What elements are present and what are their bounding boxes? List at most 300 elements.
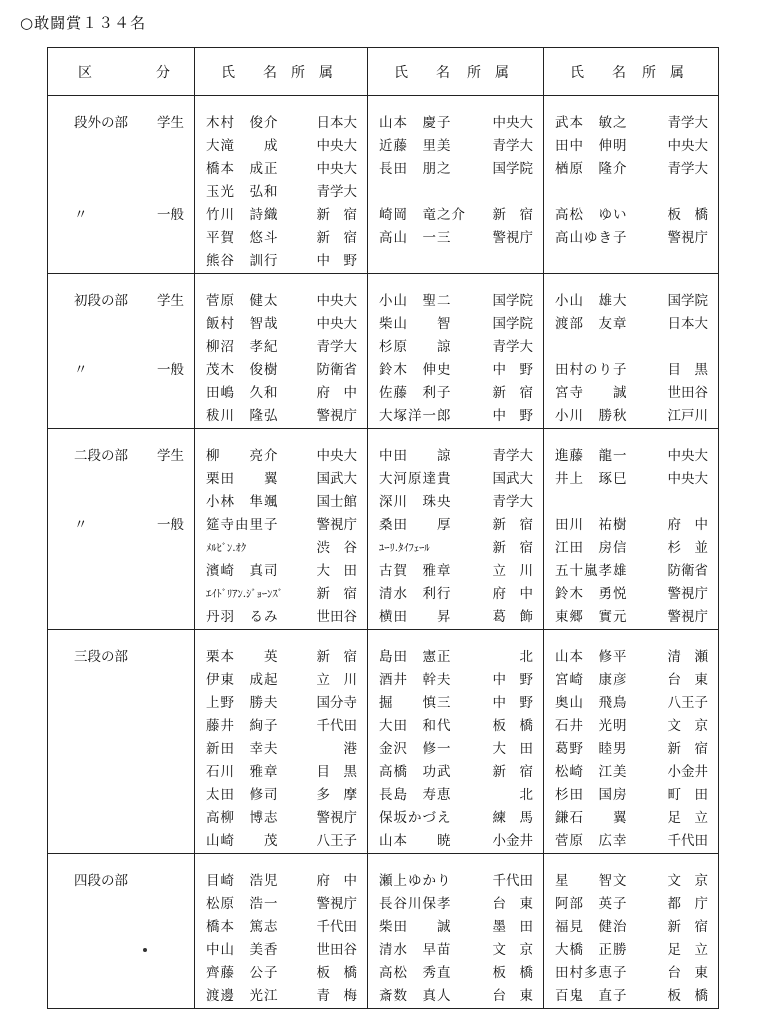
category-line — [48, 250, 194, 273]
entry — [368, 468, 543, 491]
affiliation: 中央大 — [316, 448, 357, 464]
category-subtype: 一般 — [157, 207, 184, 223]
affiliation: 台 東 — [667, 672, 708, 688]
category-line — [48, 761, 194, 784]
entry — [368, 313, 543, 336]
person-name: 葛野 睦男 — [555, 741, 628, 757]
entry — [544, 807, 718, 830]
entry — [544, 560, 718, 583]
section-row — [48, 630, 719, 854]
entry — [195, 985, 367, 1008]
affiliation: 小金井 — [492, 833, 533, 849]
affiliation: 警視庁 — [667, 230, 708, 246]
entry — [195, 112, 367, 135]
person-name: 奥山 飛鳥 — [555, 695, 628, 711]
person-name: 進藤 龍一 — [555, 448, 628, 464]
affiliation: 新 宿 — [492, 385, 533, 401]
entry — [368, 870, 543, 893]
section-row — [48, 274, 719, 429]
person-name: 清水 利行 — [379, 586, 452, 602]
affiliation: 日本大 — [667, 316, 708, 332]
category-label: 初段の部 — [74, 293, 128, 309]
person-name: 横田 昇 — [379, 609, 452, 625]
header-category — [48, 48, 195, 96]
person-name: 平賀 悠斗 — [206, 230, 279, 246]
entry — [195, 382, 367, 405]
affiliation: 千代田 — [667, 833, 708, 849]
category-label: 四段の部 — [74, 873, 128, 889]
person-name: 杉原 諒 — [379, 339, 452, 355]
category-line — [48, 405, 194, 428]
entry — [544, 158, 718, 181]
category-line — [48, 985, 194, 1008]
entry — [368, 893, 543, 916]
person-name: 高山 一三 — [379, 230, 452, 246]
affiliation: 府 中 — [316, 385, 357, 401]
person-name: 鎌石 翼 — [555, 810, 628, 826]
affiliation: 新 宿 — [492, 517, 533, 533]
person-name: 目崎 浩児 — [206, 873, 279, 889]
person-name: 大田 和代 — [379, 718, 452, 734]
person-name: 菅原 健太 — [206, 293, 279, 309]
category-line — [48, 962, 194, 985]
category-subtype: 学生 — [157, 293, 184, 309]
award-table-body — [48, 48, 719, 1009]
affiliation: 日本大 — [316, 115, 357, 131]
category-cell — [48, 274, 195, 429]
section-row — [48, 854, 719, 1009]
entry — [368, 962, 543, 985]
affiliation: 警視庁 — [316, 810, 357, 826]
affiliation: 板 橋 — [492, 718, 533, 734]
person-name: 長田 朋之 — [379, 161, 452, 177]
entry — [368, 715, 543, 738]
affiliation: 港 — [343, 741, 357, 757]
category-label: 段外の部 — [74, 115, 128, 131]
category-line — [48, 537, 194, 560]
header-affiliation: 所 属 — [467, 64, 509, 81]
entry — [368, 359, 543, 382]
person-name: 江田 房信 — [555, 540, 628, 556]
affiliation: 中央大 — [316, 293, 357, 309]
entry — [368, 692, 543, 715]
category-label: 二段の部 — [74, 448, 128, 464]
entry — [368, 738, 543, 761]
entry — [195, 692, 367, 715]
affiliation: 中央大 — [667, 138, 708, 154]
affiliation: 都 庁 — [667, 896, 708, 912]
header-affiliation: 所 属 — [642, 64, 684, 81]
entry — [368, 112, 543, 135]
person-name: ｴｲﾄﾞﾘｱﾝ.ｼﾞｮｰﾝｽﾞ — [206, 588, 283, 600]
entry — [368, 514, 543, 537]
person-name: 宮寺 誠 — [555, 385, 628, 401]
category-label: 〃 — [74, 517, 88, 533]
entry — [195, 870, 367, 893]
entry — [544, 468, 718, 491]
entry — [195, 359, 367, 382]
person-name: 清水 早苗 — [379, 942, 452, 958]
affiliation: 世田谷 — [316, 942, 357, 958]
person-name: 茂木 俊樹 — [206, 362, 279, 378]
category-line — [48, 583, 194, 606]
person-name: 筵寺由里子 — [206, 517, 279, 533]
category-line — [48, 738, 194, 761]
category-line — [48, 181, 194, 204]
person-name: 石川 雅章 — [206, 764, 279, 780]
person-name: 濱崎 真司 — [206, 563, 279, 579]
person-name: 武本 敏之 — [555, 115, 628, 131]
person-name: 熊谷 訓行 — [206, 253, 279, 269]
entry — [544, 204, 718, 227]
person-name: 高柳 博志 — [206, 810, 279, 826]
affiliation: 国学院 — [492, 316, 533, 332]
affiliation: 防衛省 — [667, 563, 708, 579]
affiliation: 警視庁 — [316, 408, 357, 424]
entry — [544, 916, 718, 939]
category-line — [48, 807, 194, 830]
entry — [544, 181, 718, 204]
entry — [195, 830, 367, 853]
affiliation: 中 野 — [316, 253, 357, 269]
stray-mark — [143, 948, 147, 952]
person-name: 大橋 正勝 — [555, 942, 628, 958]
category-line — [48, 382, 194, 405]
affiliation: 渋 谷 — [316, 540, 357, 556]
category-line — [48, 692, 194, 715]
category-line — [48, 445, 194, 468]
affiliation: 警視庁 — [667, 609, 708, 625]
header-affiliation: 所 属 — [291, 64, 333, 81]
entry — [544, 715, 718, 738]
affiliation: 杉 並 — [667, 540, 708, 556]
entry — [195, 313, 367, 336]
person-name: 太田 修司 — [206, 787, 279, 803]
name-column-cell — [195, 630, 368, 854]
person-name: 山本 暁 — [379, 833, 452, 849]
category-subtype: 一般 — [157, 362, 184, 378]
affiliation: 足 立 — [667, 942, 708, 958]
affiliation: 中央大 — [316, 161, 357, 177]
entry — [544, 985, 718, 1008]
category-line — [48, 313, 194, 336]
affiliation: 国学院 — [492, 161, 533, 177]
affiliation: 中 野 — [492, 408, 533, 424]
person-name: 菅原 広幸 — [555, 833, 628, 849]
entry — [368, 290, 543, 313]
entry — [368, 204, 543, 227]
person-name: 田中 伸明 — [555, 138, 628, 154]
entry — [195, 491, 367, 514]
person-name: 阿部 英子 — [555, 896, 628, 912]
affiliation: 府 中 — [316, 873, 357, 889]
person-name: 高橋 功武 — [379, 764, 452, 780]
affiliation: 中 野 — [492, 672, 533, 688]
header-col-3 — [544, 48, 719, 96]
person-name: 松原 浩一 — [206, 896, 279, 912]
entry — [368, 784, 543, 807]
affiliation: 警視庁 — [492, 230, 533, 246]
person-name: 田村多恵子 — [555, 965, 628, 981]
entry — [368, 761, 543, 784]
entry — [195, 784, 367, 807]
affiliation: 国武大 — [492, 471, 533, 487]
person-name: 田嶋 久和 — [206, 385, 279, 401]
affiliation: 板 橋 — [492, 965, 533, 981]
affiliation: 世田谷 — [667, 385, 708, 401]
entry — [544, 830, 718, 853]
affiliation: 新 宿 — [492, 207, 533, 223]
person-name: 井上 琢巳 — [555, 471, 628, 487]
person-name: 渡邊 光江 — [206, 988, 279, 1004]
category-line — [48, 646, 194, 669]
category-line — [48, 491, 194, 514]
affiliation: 中 野 — [492, 362, 533, 378]
category-line — [48, 468, 194, 491]
name-column-cell — [368, 854, 544, 1009]
entry — [368, 445, 543, 468]
person-name: 古賀 雅章 — [379, 563, 452, 579]
entry — [544, 939, 718, 962]
entry — [368, 336, 543, 359]
entry — [195, 204, 367, 227]
person-name: 橋本 篤志 — [206, 919, 279, 935]
affiliation: 中 野 — [492, 695, 533, 711]
person-name: 小川 勝秋 — [555, 408, 628, 424]
entry — [195, 669, 367, 692]
entry — [195, 227, 367, 250]
entry — [195, 583, 367, 606]
person-name: 掘 慎三 — [379, 695, 452, 711]
entry — [195, 135, 367, 158]
person-name: 桑田 厚 — [379, 517, 452, 533]
header-col-1 — [195, 48, 368, 96]
affiliation: 新 宿 — [667, 741, 708, 757]
affiliation: 立 川 — [316, 672, 357, 688]
affiliation: 目 黒 — [316, 764, 357, 780]
person-name: 栗本 英 — [206, 649, 279, 665]
entry — [544, 537, 718, 560]
affiliation: 新 宿 — [492, 764, 533, 780]
category-line — [48, 135, 194, 158]
person-name: 松崎 江美 — [555, 764, 628, 780]
person-name: 上野 勝夫 — [206, 695, 279, 711]
person-name: 藤井 絢子 — [206, 718, 279, 734]
affiliation: 新 宿 — [316, 207, 357, 223]
entry — [195, 715, 367, 738]
page-title: ○敢闘賞１３４名 — [20, 14, 147, 32]
person-name: 玉光 弘和 — [206, 184, 279, 200]
person-name: 佐藤 利子 — [379, 385, 452, 401]
category-line — [48, 939, 194, 962]
entry — [368, 916, 543, 939]
entry — [368, 939, 543, 962]
person-name: 齊藤 公子 — [206, 965, 279, 981]
header-row — [48, 48, 719, 96]
affiliation: 葛 飾 — [492, 609, 533, 625]
entry — [368, 985, 543, 1008]
person-name: 酒井 幹夫 — [379, 672, 452, 688]
category-line — [48, 893, 194, 916]
affiliation: 目 黒 — [667, 362, 708, 378]
entry — [544, 646, 718, 669]
person-name: 崎岡 竜之介 — [379, 207, 466, 223]
category-line — [48, 870, 194, 893]
affiliation: 新 宿 — [316, 230, 357, 246]
entry — [544, 227, 718, 250]
affiliation: 中央大 — [667, 471, 708, 487]
person-name: 柴山 智 — [379, 316, 452, 332]
category-line — [48, 514, 194, 537]
person-name: 金沢 修一 — [379, 741, 452, 757]
category-line — [48, 158, 194, 181]
category-cell — [48, 429, 195, 630]
entry — [195, 939, 367, 962]
person-name: 長島 寿恵 — [379, 787, 452, 803]
category-label: 〃 — [74, 207, 88, 223]
person-name: 大塚洋一郎 — [379, 408, 452, 424]
entry — [195, 537, 367, 560]
name-column-cell — [368, 96, 544, 274]
affiliation: 江戸川 — [667, 408, 708, 424]
person-name: 栗田 翼 — [206, 471, 279, 487]
entry — [544, 784, 718, 807]
entry — [195, 807, 367, 830]
entry — [368, 491, 543, 514]
category-line — [48, 830, 194, 853]
category-line — [48, 336, 194, 359]
entry — [195, 560, 367, 583]
person-name: 宮崎 康彦 — [555, 672, 628, 688]
header-category-right: 分 — [156, 64, 170, 81]
affiliation: 町 田 — [667, 787, 708, 803]
category-line — [48, 669, 194, 692]
person-name: 丹羽 るみ — [206, 609, 279, 625]
entry — [368, 646, 543, 669]
person-name: 伊東 成起 — [206, 672, 279, 688]
name-column-cell — [544, 854, 719, 1009]
person-name: 柳沼 孝紀 — [206, 339, 279, 355]
person-name: 中田 諒 — [379, 448, 452, 464]
affiliation: 文 京 — [667, 873, 708, 889]
person-name: 島田 憲正 — [379, 649, 452, 665]
entry — [544, 405, 718, 428]
category-subtype: 学生 — [157, 448, 184, 464]
affiliation: 文 京 — [492, 942, 533, 958]
entry — [195, 250, 367, 273]
affiliation: 文 京 — [667, 718, 708, 734]
name-column-cell — [544, 274, 719, 429]
header-col-2 — [368, 48, 544, 96]
person-name: 瀬上ゆかり — [379, 873, 452, 889]
category-line — [48, 560, 194, 583]
person-name: 深川 珠央 — [379, 494, 452, 510]
entry — [195, 738, 367, 761]
entry — [368, 560, 543, 583]
entry — [195, 290, 367, 313]
affiliation: 台 東 — [667, 965, 708, 981]
affiliation: 青学大 — [492, 494, 533, 510]
affiliation: 新 宿 — [316, 586, 357, 602]
entry — [544, 382, 718, 405]
affiliation: 青学大 — [492, 448, 533, 464]
category-line — [48, 916, 194, 939]
entry — [544, 669, 718, 692]
person-name: 山本 修平 — [555, 649, 628, 665]
section-row — [48, 96, 719, 274]
category-line — [48, 112, 194, 135]
affiliation: 中央大 — [667, 448, 708, 464]
affiliation: 小金井 — [667, 764, 708, 780]
entry — [544, 514, 718, 537]
category-line — [48, 359, 194, 382]
affiliation: 板 橋 — [316, 965, 357, 981]
entry — [195, 514, 367, 537]
affiliation: 国学院 — [492, 293, 533, 309]
person-name: 飯村 智哉 — [206, 316, 279, 332]
affiliation: 墨 田 — [492, 919, 533, 935]
person-name: 柳 亮介 — [206, 448, 279, 464]
person-name: 木村 俊介 — [206, 115, 279, 131]
affiliation: 府 中 — [492, 586, 533, 602]
person-name: 百鬼 直子 — [555, 988, 628, 1004]
entry — [195, 445, 367, 468]
entry — [544, 870, 718, 893]
person-name: 秡川 隆弘 — [206, 408, 279, 424]
entry — [544, 445, 718, 468]
affiliation: 大 田 — [492, 741, 533, 757]
category-line — [48, 290, 194, 313]
affiliation: 警視庁 — [316, 896, 357, 912]
affiliation: 警視庁 — [667, 586, 708, 602]
affiliation: 大 田 — [316, 563, 357, 579]
person-name: 鈴木 伸史 — [379, 362, 452, 378]
affiliation: 青学大 — [492, 138, 533, 154]
affiliation: 練 馬 — [492, 810, 533, 826]
entry — [544, 761, 718, 784]
affiliation: 青学大 — [667, 161, 708, 177]
affiliation: 青学大 — [316, 184, 357, 200]
person-name: 山本 慶子 — [379, 115, 452, 131]
entry — [368, 250, 543, 273]
header-category-left: 区 — [78, 64, 92, 81]
name-column-cell — [544, 96, 719, 274]
header-name: 氏 名 — [394, 64, 450, 81]
entry — [544, 313, 718, 336]
person-name: 五十嵐孝雄 — [555, 563, 628, 579]
name-column-cell — [195, 429, 368, 630]
affiliation: 八王子 — [316, 833, 357, 849]
entry — [368, 405, 543, 428]
entry — [368, 669, 543, 692]
affiliation: 板 橋 — [667, 207, 708, 223]
entry — [195, 336, 367, 359]
affiliation: 青 梅 — [316, 988, 357, 1004]
entry — [368, 158, 543, 181]
name-column-cell — [368, 274, 544, 429]
category-cell — [48, 96, 195, 274]
person-name: 近藤 里美 — [379, 138, 452, 154]
category-line — [48, 606, 194, 629]
person-name: 新田 幸夫 — [206, 741, 279, 757]
person-name: 小山 雄大 — [555, 293, 628, 309]
category-line — [48, 715, 194, 738]
category-label: 〃 — [74, 362, 88, 378]
affiliation: 多 摩 — [316, 787, 357, 803]
person-name: 杉田 国房 — [555, 787, 628, 803]
person-name: 竹川 詩織 — [206, 207, 279, 223]
person-name: ﾕｰﾘ.ﾀｲﾌｪｰﾙ — [379, 542, 430, 554]
